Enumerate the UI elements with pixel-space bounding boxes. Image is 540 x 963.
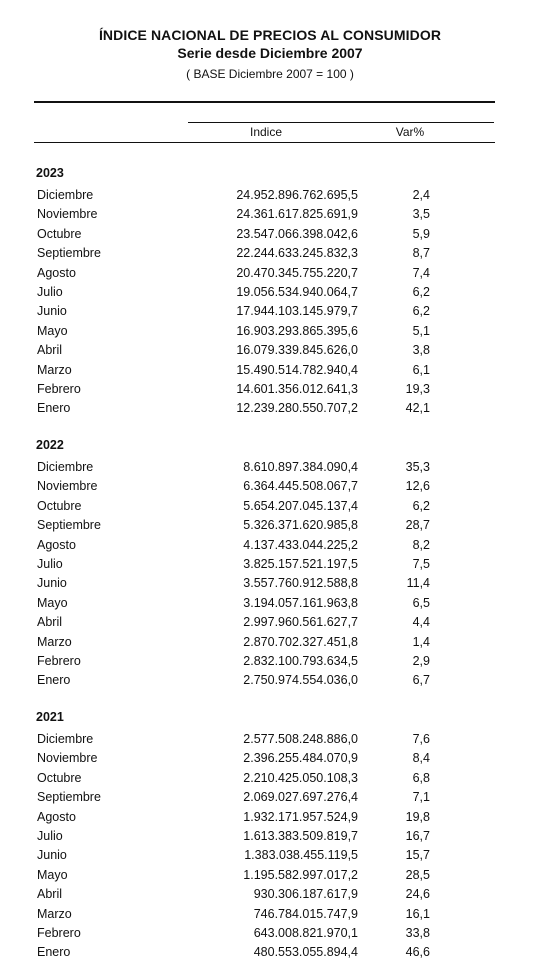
index-value-cell: 2.997.960.561.627,7 [243, 615, 358, 630]
index-value-cell: 1.613.383.509.819,7 [243, 828, 358, 843]
table-row [0, 652, 540, 671]
month-cell: Mayo [37, 595, 68, 610]
index-value-cell: 3.194.057.161.963,8 [243, 595, 358, 610]
table-row [0, 283, 540, 302]
variation-cell: 3,8 [412, 343, 430, 358]
month-cell: Enero [37, 673, 71, 688]
month-cell: Mayo [37, 867, 68, 882]
month-rows [0, 186, 540, 419]
index-value-cell: 2.069.027.697.276,4 [243, 790, 358, 805]
table-row [0, 225, 540, 244]
index-value-cell: 5.326.371.620.985,8 [243, 518, 358, 533]
index-value-cell: 643.008.821.970,1 [253, 925, 358, 940]
year-heading: 2021 [36, 710, 64, 724]
variation-cell: 7,5 [412, 556, 430, 571]
month-cell: Agosto [37, 265, 76, 280]
variation-cell: 8,2 [412, 537, 430, 552]
index-value-cell: 16.903.293.865.395,6 [236, 323, 358, 338]
table-row [0, 788, 540, 807]
table-row [0, 322, 540, 341]
index-value-cell: 2.870.702.327.451,8 [243, 634, 358, 649]
column-header-var: Var% [395, 125, 425, 139]
index-value-cell: 14.601.356.012.641,3 [236, 381, 358, 396]
variation-cell: 5,1 [412, 323, 430, 338]
variation-cell: 8,4 [412, 751, 430, 766]
variation-cell: 6,7 [412, 673, 430, 688]
table-row [0, 633, 540, 652]
variation-cell: 8,7 [412, 246, 430, 261]
variation-cell: 2,9 [412, 653, 430, 668]
month-cell: Febrero [37, 925, 81, 940]
table-row [0, 671, 540, 690]
month-cell: Febrero [37, 653, 81, 668]
table-row [0, 749, 540, 768]
month-cell: Diciembre [37, 188, 94, 202]
month-cell: Abril [37, 887, 63, 902]
month-cell: Mayo [37, 323, 68, 338]
index-value-cell: 20.470.345.755.220,7 [236, 265, 358, 280]
table-row [0, 244, 540, 263]
month-cell: Julio [37, 284, 63, 299]
table-row [0, 341, 540, 360]
month-cell: Julio [37, 556, 63, 571]
index-value-cell: 19.056.534.940.064,7 [236, 284, 358, 299]
variation-cell: 3,5 [412, 207, 430, 222]
month-cell: Octubre [37, 226, 82, 241]
variation-cell: 6,2 [412, 284, 430, 299]
year-heading: 2022 [36, 438, 64, 452]
month-cell: Agosto [37, 537, 76, 552]
month-cell: Octubre [37, 498, 82, 513]
index-value-cell: 3.825.157.521.197,5 [243, 556, 358, 571]
index-value-cell: 1.383.038.455.119,5 [244, 848, 358, 863]
table-row [0, 555, 540, 574]
month-cell: Noviembre [37, 751, 98, 766]
variation-cell: 2,4 [412, 188, 430, 202]
table-row [0, 924, 540, 943]
table-row [0, 808, 540, 827]
month-cell: Marzo [37, 906, 72, 921]
index-value-cell: 2.577.508.248.886,0 [243, 732, 358, 746]
table-row [0, 302, 540, 321]
index-value-cell: 2.210.425.050.108,3 [243, 770, 358, 785]
header-divider [34, 101, 495, 103]
month-cell: Noviembre [37, 207, 98, 222]
index-value-cell: 746.784.015.747,9 [253, 906, 358, 921]
index-value-cell: 22.244.633.245.832,3 [236, 246, 358, 261]
index-value-cell: 4.137.433.044.225,2 [243, 537, 358, 552]
variation-cell: 28,5 [405, 867, 430, 882]
variation-cell: 12,6 [405, 479, 430, 494]
variation-cell: 6,2 [412, 304, 430, 319]
month-cell: Marzo [37, 362, 72, 377]
table-row [0, 186, 540, 205]
year-heading: 2023 [36, 166, 64, 180]
table-row [0, 885, 540, 904]
index-value-cell: 2.396.255.484.070,9 [243, 751, 358, 766]
variation-cell: 33,8 [405, 925, 430, 940]
month-cell: Junio [37, 304, 67, 319]
variation-cell: 19,3 [405, 381, 430, 396]
month-cell: Junio [37, 848, 67, 863]
index-value-cell: 930.306.187.617,9 [253, 887, 358, 902]
table-row [0, 497, 540, 516]
variation-cell: 46,6 [405, 945, 430, 960]
month-cell: Diciembre [37, 460, 94, 474]
table-row [0, 866, 540, 885]
table-row [0, 536, 540, 555]
month-cell: Octubre [37, 770, 82, 785]
index-value-cell: 15.490.514.782.940,4 [236, 362, 358, 377]
table-row [0, 594, 540, 613]
month-cell: Septiembre [37, 790, 101, 805]
index-value-cell: 5.654.207.045.137,4 [243, 498, 358, 513]
variation-cell: 7,1 [412, 790, 430, 805]
table-row [0, 205, 540, 224]
document-header [0, 26, 540, 82]
month-cell: Septiembre [37, 246, 101, 261]
variation-cell: 16,7 [405, 828, 430, 843]
column-header-top-rule [188, 122, 494, 123]
document-title: ÍNDICE NACIONAL DE PRECIOS AL CONSUMIDOR [98, 27, 442, 43]
index-value-cell: 23.547.066.398.042,6 [236, 226, 358, 241]
variation-cell: 15,7 [405, 848, 430, 863]
index-value-cell: 480.553.055.894,4 [253, 945, 358, 960]
column-header-indice: Indice [249, 125, 283, 139]
variation-cell: 19,8 [405, 809, 430, 824]
table-row [0, 827, 540, 846]
month-rows [0, 730, 540, 963]
table-row [0, 769, 540, 788]
month-cell: Junio [37, 576, 67, 591]
table-row [0, 846, 540, 865]
index-value-cell: 1.932.171.957.524,9 [243, 809, 358, 824]
month-cell: Enero [37, 945, 71, 960]
month-cell: Noviembre [37, 479, 98, 494]
variation-cell: 7,6 [412, 732, 430, 746]
index-value-cell: 12.239.280.550.707,2 [236, 401, 358, 416]
table-row [0, 458, 540, 477]
table-row [0, 361, 540, 380]
column-header-bottom-rule [34, 142, 495, 143]
variation-cell: 6,5 [412, 595, 430, 610]
table-row [0, 730, 540, 749]
variation-cell: 5,9 [412, 226, 430, 241]
index-value-cell: 2.750.974.554.036,0 [243, 673, 358, 688]
index-value-cell: 1.195.582.997.017,2 [243, 867, 358, 882]
variation-cell: 28,7 [405, 518, 430, 533]
index-value-cell: 2.832.100.793.634,5 [243, 653, 358, 668]
index-value-cell: 3.557.760.912.588,8 [243, 576, 358, 591]
month-cell: Enero [37, 401, 71, 416]
month-cell: Agosto [37, 809, 76, 824]
month-cell: Septiembre [37, 518, 101, 533]
variation-cell: 6,2 [412, 498, 430, 513]
variation-cell: 11,4 [406, 576, 430, 591]
table-row [0, 905, 540, 924]
table-row [0, 516, 540, 535]
month-cell: Marzo [37, 634, 72, 649]
month-cell: Febrero [37, 381, 81, 396]
index-value-cell: 8.610.897.384.090,4 [243, 460, 358, 474]
table-row [0, 574, 540, 593]
variation-cell: 6,8 [412, 770, 430, 785]
table-row [0, 399, 540, 418]
index-value-cell: 17.944.103.145.979,7 [236, 304, 358, 319]
table-row [0, 477, 540, 496]
variation-cell: 1,4 [412, 634, 430, 649]
table-row [0, 380, 540, 399]
base-note: ( BASE Diciembre 2007 = 100 ) [186, 67, 354, 81]
variation-cell: 24,6 [405, 887, 430, 902]
index-value-cell: 16.079.339.845.626,0 [236, 343, 358, 358]
variation-cell: 4,4 [412, 615, 430, 630]
month-rows [0, 458, 540, 691]
month-cell: Diciembre [37, 732, 94, 746]
index-value-cell: 24.361.617.825.691,9 [236, 207, 358, 222]
variation-cell: 42,1 [405, 401, 430, 416]
table-row [0, 943, 540, 962]
month-cell: Abril [37, 615, 63, 630]
table-row [0, 613, 540, 632]
variation-cell: 16,1 [405, 906, 430, 921]
variation-cell: 35,3 [405, 460, 430, 474]
month-cell: Abril [37, 343, 63, 358]
index-value-cell: 24.952.896.762.695,5 [236, 188, 358, 202]
table-row [0, 264, 540, 283]
variation-cell: 7,4 [412, 265, 430, 280]
month-cell: Julio [37, 828, 63, 843]
index-value-cell: 6.364.445.508.067,7 [243, 479, 358, 494]
variation-cell: 6,1 [412, 362, 430, 377]
document-subtitle: Serie desde Diciembre 2007 [177, 45, 363, 61]
